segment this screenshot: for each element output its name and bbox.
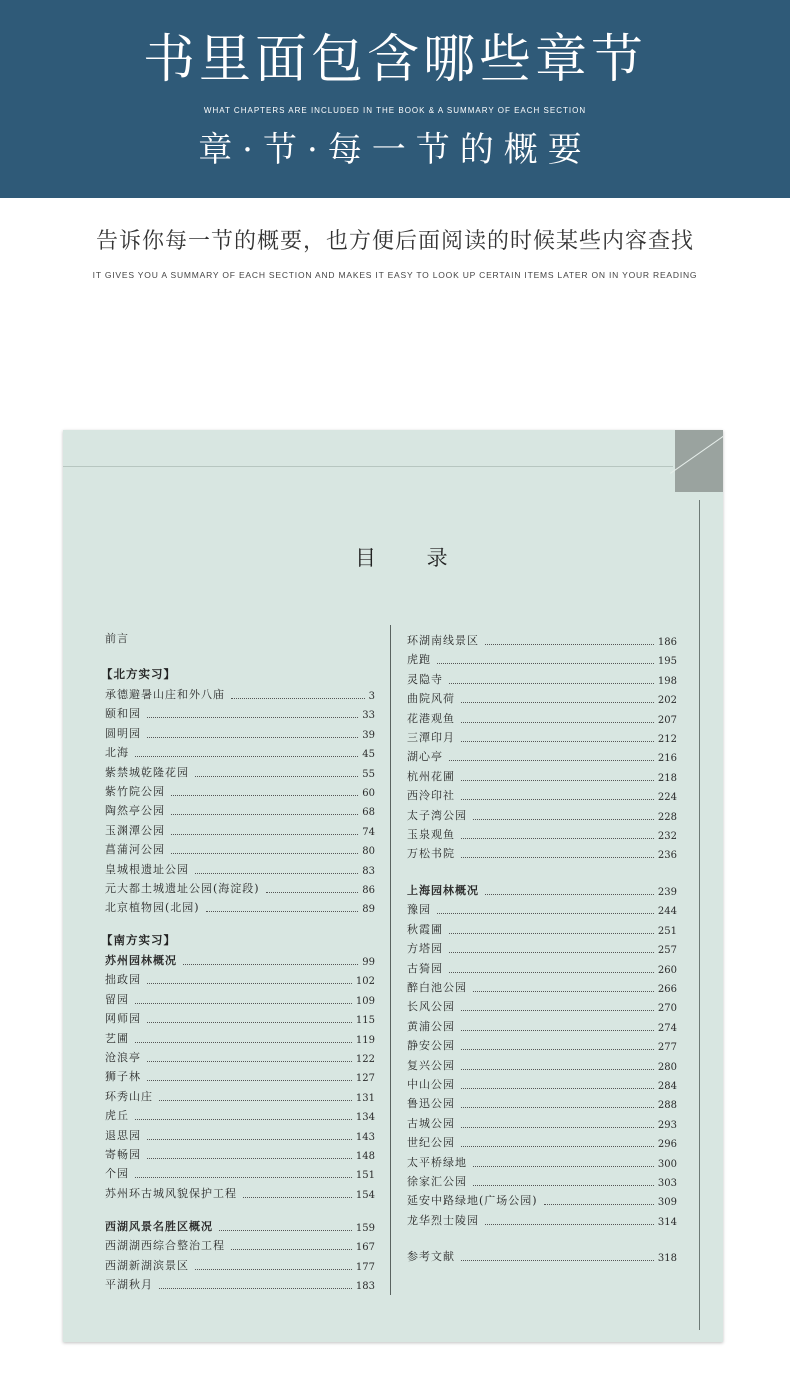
toc-entry [105,989,375,1007]
toc-leader-dots [461,1127,654,1128]
toc-entry [105,703,375,721]
toc-leader-dots [485,894,654,895]
toc-entry [407,958,677,976]
banner-title: 书里面包含哪些章节 [142,30,647,90]
toc-entry [105,781,375,799]
toc-entry-title: 颐和园 [105,707,141,721]
toc-leader-dots [461,838,654,839]
toc-entry-page: 232 [657,831,677,842]
toc-entry-page: 293 [657,1119,677,1131]
toc-leader-dots [461,1260,654,1261]
toc-entry [407,843,677,861]
toc-entry-page: 131 [355,1092,375,1104]
toc-leader-dots [461,1010,654,1011]
toc-entry-page: 300 [657,1158,677,1170]
toc-entry-page: 3 [368,691,375,702]
toc-leader-dots [171,795,358,796]
toc-entry-title: 长风公园 [407,1000,455,1014]
toc-entry-page: 198 [657,675,677,687]
header-banner [0,0,790,198]
toc-entry-title: 环湖南线景区 [407,634,479,647]
toc-entry-page: 183 [355,1281,375,1293]
toc-leader-dots [243,1197,352,1198]
toc-leader-dots [461,857,654,858]
toc-entry [407,727,677,745]
toc-entry-page: 277 [657,1042,677,1054]
banner-tagline: 章·节·每一节的概要 [198,130,592,170]
toc-entry-title: 西湖新湖滨景区 [105,1258,189,1272]
toc-leader-dots [449,972,654,973]
toc-entry-page: 74 [362,826,375,838]
toc-entry-page: 257 [657,945,677,957]
toc-entry-title: 太平桥绿地 [407,1155,467,1169]
toc-entry [407,1190,677,1208]
toc-entry-title: 徐家汇公园 [407,1175,467,1188]
toc-leader-dots [147,1139,352,1140]
toc-entry-title: 湖心亭 [407,750,443,764]
toc-entry-page: 109 [355,995,375,1007]
toc-entry-title: 平湖秋月 [105,1278,153,1292]
toc-entry-title: 豫园 [407,903,431,917]
toc-entry-title: 参考文献 [407,1250,455,1263]
toc-entry [407,688,677,706]
toc-entry [105,1235,375,1253]
toc-entry [105,1163,375,1181]
toc-entry [105,820,375,838]
toc-entry-title: 虎跑 [407,653,431,667]
toc-leader-dots [461,1107,654,1108]
toc-entry-page: 151 [355,1170,375,1182]
toc-entry-title: 玉泉观鱼 [407,828,455,841]
toc-leader-dots [147,717,358,718]
toc-leader-dots [461,780,654,781]
toc-leader-dots [449,933,654,934]
toc-column-divider [390,625,391,1295]
toc-entry-page: 228 [657,811,677,823]
toc-entry [105,1274,375,1292]
toc-entry [407,1016,677,1034]
toc-entry-title: 古城公园 [407,1116,455,1130]
toc-entry-page: 60 [362,788,375,799]
toc-leader-dots [544,1204,654,1205]
toc-entry [105,742,375,760]
toc-leader-dots [473,991,654,992]
toc-entry-page: 236 [657,850,677,862]
toc-entry-title: 花港观鱼 [407,711,455,725]
toc-entry [105,897,375,915]
toc-leader-dots [147,1022,352,1023]
toc-leader-dots [437,913,654,914]
toc-entry [407,805,677,823]
toc-entry-title: 紫竹院公园 [105,785,165,798]
page-rule-top [63,466,673,467]
toc-entry-page: 80 [362,846,375,858]
toc-leader-dots [473,1185,654,1186]
toc-leader-dots [449,683,654,684]
toc-leader-dots [461,702,654,703]
toc-entry-title: 杭州花圃 [407,769,455,783]
toc-entry-title: 延安中路绿地(广场公园) [407,1194,538,1208]
toc-entry-title: 玉渊潭公园 [105,823,165,837]
toc-entry-page: 218 [657,772,677,784]
toc-entry-page: 309 [657,1197,677,1209]
toc-entry-title: 菖蒲河公园 [105,843,165,857]
toc-section-heading [407,880,677,898]
toc-entry [105,1066,375,1084]
toc-entry-page: 86 [362,885,375,896]
toc-entry-page: 318 [657,1253,677,1264]
toc-entry-title: 退思园 [105,1128,141,1142]
toc-leader-dots [231,1249,352,1250]
toc-leader-dots [159,1288,352,1289]
toc-entry-title: 龙华烈士陵园 [407,1213,479,1227]
toc-entry [407,708,677,726]
toc-entry-page: 224 [657,792,677,804]
toc-entry-title: 虎丘 [105,1109,129,1123]
toc-entry-title: 方塔园 [407,942,443,956]
toc-entry [407,824,677,842]
toc-entry-title: 陶然亭公园 [105,804,165,818]
toc-leader-dots [461,1069,654,1070]
toc-entry-page: 159 [355,1223,375,1234]
toc-entry-title: 灵隐寺 [407,672,443,686]
toc-entry-title: 秋霞圃 [407,922,443,936]
toc-entry-page: 99 [362,957,375,968]
toc-leader-dots [171,814,358,815]
banner-subtitle: WHAT CHAPTERS ARE INCLUDED IN THE BOOK & A SUMMARY OF EACH SECTION [203,106,587,115]
toc-entry-page: 102 [355,976,375,988]
toc-entry [105,762,375,780]
toc-entry-page: 296 [657,1139,677,1151]
toc-leader-dots [147,983,352,984]
toc-section-heading [105,1216,375,1234]
toc-entry-title: 西泠印社 [407,789,455,803]
toc-entry [105,800,375,818]
toc-entry-page: 284 [657,1081,677,1092]
toc-section-heading [105,950,375,968]
toc-entry [407,977,677,995]
toc-leader-dots [147,1080,352,1081]
toc-leader-dots [195,1269,352,1270]
toc-entry [105,1144,375,1162]
toc-entry-title: 世纪公园 [407,1136,455,1150]
toc-entry-title: 环秀山庄 [105,1089,153,1103]
toc-entry-title: 西湖湖西综合整治工程 [105,1239,225,1253]
toc-leader-dots [461,1146,654,1147]
toc-entry [407,1171,677,1189]
toc-entry-page: 239 [657,887,677,898]
page-rule-right [699,500,700,1330]
toc-entry [105,1008,375,1026]
toc-leader-dots [449,952,654,953]
toc-entry-page: 45 [362,749,375,761]
toc-entry [105,969,375,987]
toc-leader-dots [437,663,654,664]
toc-leader-dots [135,756,358,757]
toc-entry-title: 网师园 [105,1012,141,1026]
toc-entry-page: 274 [657,1022,677,1034]
toc-entry [105,1255,375,1273]
toc-leader-dots [461,741,654,742]
toc-entry-page: 216 [657,753,677,765]
toc-entry-title: 太子湾公园 [407,808,467,822]
toc-entry-page: 83 [362,865,375,877]
toc-entry-title: 北京植物园(北园) [105,901,200,915]
toc-entry [407,1035,677,1053]
toc-entry [407,1132,677,1150]
toc-entry-title: 鲁迅公园 [407,1097,455,1111]
toc-entry-page: 288 [657,1100,677,1112]
toc-entry [407,649,677,667]
toc-entry-title: 元大都土城遗址公园(海淀段) [105,882,260,895]
toc-leader-dots [461,1030,654,1031]
toc-entry-page: 154 [355,1189,375,1201]
toc-entry-title: 黄浦公园 [407,1019,455,1033]
toc-leader-dots [147,737,358,738]
toc-entry-title: 寄畅园 [105,1148,141,1161]
toc-entry-page: 314 [657,1216,677,1228]
toc-entry-page: 202 [657,695,677,707]
toc-entry [407,766,677,784]
toc-leader-dots [195,776,358,777]
toc-entry-title: 紫禁城乾隆花园 [105,765,189,779]
toc-entry-page: 68 [362,807,375,819]
toc-entry-title: 万松书院 [407,847,455,861]
toc-entry [105,859,375,877]
toc-leader-dots [171,853,358,854]
toc-entry-page: 115 [355,1015,375,1027]
toc-leader-dots [159,1100,352,1101]
toc-entry [105,1125,375,1143]
toc-entry-page: 177 [355,1261,375,1273]
toc-entry-page: 195 [657,656,677,668]
toc-leader-dots [485,1224,654,1225]
toc-north-heading: 【北方实习】 [101,667,176,681]
toc-leader-dots [135,1042,352,1043]
toc-entry [407,1074,677,1092]
toc-entry-page: 244 [657,906,677,918]
toc-entry-page: 251 [657,925,677,937]
book-page-photo [63,430,723,1342]
toc-entry [105,1028,375,1046]
toc-entry [407,669,677,687]
toc-entry [407,899,677,917]
toc-entry-title: 拙政园 [105,973,141,987]
toc-entry [105,1086,375,1104]
toc-entry-title: 皇城根遗址公园 [105,862,189,876]
toc-entry [407,785,677,803]
toc-entry-page: 89 [362,904,375,916]
toc-entry-title: 静安公园 [407,1039,455,1053]
toc-entry-page: 127 [355,1073,375,1085]
toc-leader-dots [461,1049,654,1050]
toc-leader-dots [219,1230,352,1231]
toc-entry-page: 143 [355,1131,375,1143]
toc-entry-title: 上海园林概况 [407,884,479,897]
toc-entry [407,746,677,764]
toc-leader-dots [183,964,358,965]
toc-entry-page: 266 [657,984,677,995]
toc-entry-title: 承德避暑山庄和外八庙 [105,688,225,701]
toc-leader-dots [195,873,358,874]
toc-leader-dots [135,1119,352,1120]
toc-entry [407,1210,677,1228]
toc-entry-title: 留园 [105,992,129,1006]
toc-entry-title: 曲院风荷 [407,692,455,706]
toc-entry-page: 134 [355,1112,375,1124]
toc-entry-page: 212 [657,734,677,745]
toc-entry-title: 苏州园林概况 [105,954,177,967]
toc-entry-title: 西湖风景名胜区概况 [105,1220,213,1233]
toc-entry [407,1246,677,1264]
toc-title: 目 录 [355,546,470,570]
toc-entry-page: 186 [657,637,677,648]
toc-leader-dots [206,911,359,912]
toc-leader-dots [135,1003,352,1004]
toc-entry-title: 苏州环古城风貌保护工程 [105,1186,237,1200]
toc-entry [407,1093,677,1111]
toc-entry-page: 39 [362,729,375,741]
toc-entry-page: 270 [657,1003,677,1015]
toc-entry-page: 122 [355,1054,375,1065]
toc-entry [105,1047,375,1065]
toc-entry-title: 复兴公园 [407,1058,455,1072]
toc-entry-page: 167 [355,1242,375,1254]
toc-entry [105,723,375,741]
toc-entry-title: 沧浪亭 [105,1051,141,1064]
toc-leader-dots [135,1177,352,1178]
toc-entry [105,839,375,857]
toc-entry-page: 148 [355,1151,375,1162]
toc-entry [407,1055,677,1073]
toc-entry-title: 北海 [105,746,129,760]
toc-entry-page: 303 [657,1178,677,1189]
toc-entry-title: 中山公园 [407,1078,455,1091]
toc-entry [105,878,375,896]
toc-leader-dots [449,760,654,761]
toc-entry-title: 艺圃 [105,1031,129,1045]
toc-leader-dots [473,1166,654,1167]
toc-entry [407,919,677,937]
toc-south-heading: 【南方实习】 [101,933,176,947]
toc-entry-title: 三潭印月 [407,731,455,744]
toc-entry [407,630,677,648]
toc-leader-dots [231,698,365,699]
toc-entry [105,1105,375,1123]
toc-entry [407,938,677,956]
toc-leader-dots [147,1061,352,1062]
toc-entry-title: 古猗园 [407,961,443,975]
toc-entry-title: 圆明园 [105,726,141,740]
toc-leader-dots [461,722,654,723]
intro-subtext: IT GIVES YOU A SUMMARY OF EACH SECTION AND MAKES IT EASY TO LOOK UP CERTAIN ITEMS LATER ON IN YOUR READING [92,270,698,280]
toc-preface: 前言 [105,632,129,645]
toc-entry-page: 55 [362,768,375,780]
intro-text: 告诉你每一节的概要，也方便后面阅读的时候某些内容查找 [95,229,694,254]
toc-entry [407,996,677,1014]
toc-leader-dots [147,1158,352,1159]
toc-leader-dots [266,892,359,893]
toc-entry [407,1152,677,1170]
toc-entry-title: 醉白池公园 [407,981,467,994]
toc-entry-page: 33 [362,710,375,722]
toc-leader-dots [473,819,654,820]
toc-leader-dots [461,1088,654,1089]
toc-entry-title: 个园 [105,1167,129,1181]
toc-entry-page: 119 [355,1034,375,1046]
toc-leader-dots [485,644,654,645]
toc-entry-title: 狮子林 [105,1070,141,1084]
toc-leader-dots [461,799,654,800]
toc-entry-page: 207 [657,714,677,726]
toc-entry-page: 260 [657,964,677,976]
toc-entry-page: 280 [657,1061,677,1073]
toc-entry [105,1183,375,1201]
toc-entry [407,1113,677,1131]
toc-entry [105,684,375,702]
toc-leader-dots [171,834,358,835]
